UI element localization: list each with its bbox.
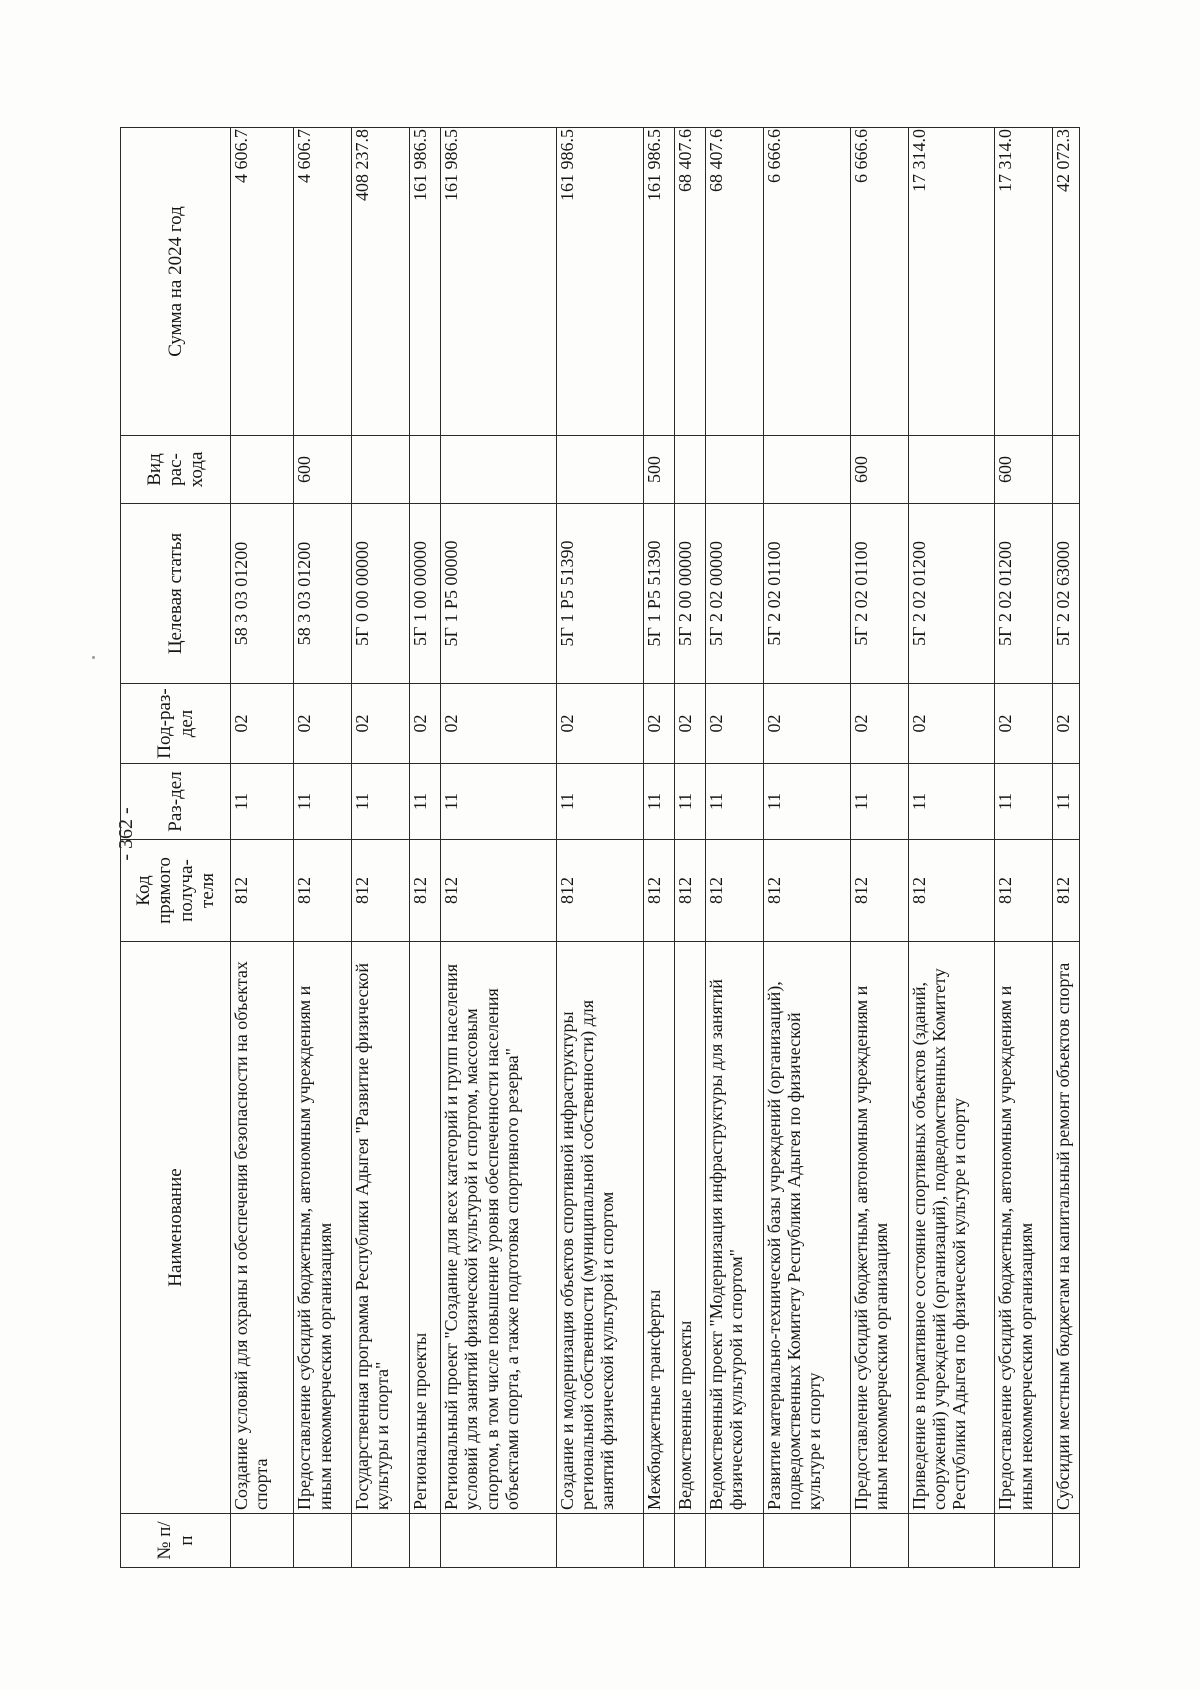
row-code: 812: [995, 840, 1053, 942]
row-section: 11: [995, 764, 1053, 840]
row-name: Приведение в нормативное состояние спортивных объектов (зданий, сооружений) учреждений (организаций), подведомственных Комитету Республики Адыгея по физической культуре и спорту: [908, 942, 995, 1514]
table-row: [850, 128, 908, 1568]
row-sum: 161 986.5: [643, 128, 674, 436]
row-code: 812: [557, 840, 644, 942]
row-subsection: 02: [643, 684, 674, 764]
table-row: [643, 128, 674, 1568]
table-row: [706, 128, 764, 1568]
row-section: 11: [231, 764, 294, 840]
header-expense-type: Вид рас-хода: [121, 436, 231, 504]
table-row: [294, 128, 352, 1568]
row-name: Ведомственные проекты: [674, 942, 705, 1514]
row-subsection: 02: [763, 684, 850, 764]
row-num: [908, 1514, 995, 1568]
row-num: [850, 1514, 908, 1568]
table-row: [674, 128, 705, 1568]
row-sum: 161 986.5: [410, 128, 441, 436]
row-name: Государственная программа Республики Адыгея "Развитие физической культуры и спорта": [352, 942, 410, 1514]
row-subsection: 02: [908, 684, 995, 764]
row-sum: 161 986.5: [557, 128, 644, 436]
row-target: 5Г 1 Р5 51390: [557, 504, 644, 684]
row-subsection: 02: [294, 684, 352, 764]
table-row: [908, 128, 995, 1568]
row-code: 812: [441, 840, 557, 942]
row-num: [1053, 1514, 1080, 1568]
row-name: Ведомственный проект "Модернизация инфраструктуры для занятий физической культурой и спортом": [706, 942, 764, 1514]
row-section: 11: [441, 764, 557, 840]
row-code: 812: [410, 840, 441, 942]
table-row: [410, 128, 441, 1568]
row-section: 11: [1053, 764, 1080, 840]
row-num: [643, 1514, 674, 1568]
row-name: Развитие материально-технической базы учреждений (организаций), подведомственных Комитету Республики Адыгея по физической культуре и спорту: [763, 942, 850, 1514]
row-target: 5Г 1 Р5 51390: [643, 504, 674, 684]
row-expense-type: [231, 436, 294, 504]
row-expense-type: [557, 436, 644, 504]
row-sum: 4 606.7: [294, 128, 352, 436]
row-target: 5Г 2 02 63000: [1053, 504, 1080, 684]
row-subsection: 02: [850, 684, 908, 764]
row-target: 5Г 2 02 01100: [763, 504, 850, 684]
row-section: 11: [908, 764, 995, 840]
row-code: 812: [908, 840, 995, 942]
row-expense-type: [706, 436, 764, 504]
table-row: [1053, 128, 1080, 1568]
row-code: 812: [643, 840, 674, 942]
row-section: 11: [850, 764, 908, 840]
row-code: 812: [294, 840, 352, 942]
row-sum: 6 666.6: [850, 128, 908, 436]
table-row: [995, 128, 1053, 1568]
row-section: 11: [643, 764, 674, 840]
row-num: [410, 1514, 441, 1568]
row-subsection: 02: [674, 684, 705, 764]
table-row: [763, 128, 850, 1568]
row-subsection: 02: [706, 684, 764, 764]
row-target: 5Г 0 00 00000: [352, 504, 410, 684]
row-expense-type: [410, 436, 441, 504]
row-target: 58 3 03 01200: [294, 504, 352, 684]
row-num: [995, 1514, 1053, 1568]
row-name: Региональные проекты: [410, 942, 441, 1514]
row-expense-type: 500: [643, 436, 674, 504]
row-subsection: 02: [441, 684, 557, 764]
row-sum: 161 986.5: [441, 128, 557, 436]
table-body: [231, 128, 1080, 1568]
table-row: [231, 128, 294, 1568]
row-section: 11: [557, 764, 644, 840]
row-target: 5Г 2 02 00000: [706, 504, 764, 684]
row-num: [441, 1514, 557, 1568]
scan-speck: [92, 656, 95, 659]
row-num: [706, 1514, 764, 1568]
header-num: № п/п: [121, 1514, 231, 1568]
row-code: 812: [231, 840, 294, 942]
row-code: 812: [1053, 840, 1080, 942]
row-name: Создание и модернизация объектов спортивной инфраструктуры региональной собственности (муниципальной собственности) для занятий физической культурой и спортом: [557, 942, 644, 1514]
row-target: 5Г 2 02 01200: [908, 504, 995, 684]
row-name: Субсидии местным бюджетам на капитальный ремонт объектов спорта: [1053, 942, 1080, 1514]
row-target: 5Г 1 00 00000: [410, 504, 441, 684]
row-target: 5Г 2 02 01100: [850, 504, 908, 684]
row-sum: 42 072.3: [1053, 128, 1080, 436]
row-subsection: 02: [1053, 684, 1080, 764]
header-code: Код прямого получа-теля: [121, 840, 231, 942]
row-expense-type: 600: [995, 436, 1053, 504]
row-expense-type: [1053, 436, 1080, 504]
budget-table: [120, 127, 1080, 1568]
header-target: Целевая статья: [121, 504, 231, 684]
row-expense-type: 600: [850, 436, 908, 504]
row-num: [557, 1514, 644, 1568]
row-target: 5Г 2 00 00000: [674, 504, 705, 684]
header-row: [121, 128, 231, 1568]
row-sum: 4 606.7: [231, 128, 294, 436]
row-subsection: 02: [995, 684, 1053, 764]
row-target: 5Г 2 02 01200: [995, 504, 1053, 684]
row-code: 812: [850, 840, 908, 942]
row-expense-type: [908, 436, 995, 504]
row-section: 11: [294, 764, 352, 840]
row-expense-type: [441, 436, 557, 504]
row-section: 11: [410, 764, 441, 840]
header-subsection: Под-раз-дел: [121, 684, 231, 764]
row-sum: 6 666.6: [763, 128, 850, 436]
row-name: Предоставление субсидий бюджетным, автономным учреждениям и иным некоммерческим организациям: [995, 942, 1053, 1514]
row-target: 5Г 1 Р5 00000: [441, 504, 557, 684]
table-row: [352, 128, 410, 1568]
row-subsection: 02: [352, 684, 410, 764]
row-num: [294, 1514, 352, 1568]
row-subsection: 02: [557, 684, 644, 764]
row-name: Региональный проект "Создание для всех категорий и групп населения условий для занятий физической культурой и спортом, массовым спортом, в том числе повышение уровня обеспеченности населения объектами спорта, а также подготовка спортивного резерва": [441, 942, 557, 1514]
header-name: Наименование: [121, 942, 231, 1514]
row-sum: 17 314.0: [908, 128, 995, 436]
row-num: [674, 1514, 705, 1568]
row-section: 11: [706, 764, 764, 840]
row-code: 812: [763, 840, 850, 942]
header-section: Раз-дел: [121, 764, 231, 840]
table-row: [441, 128, 557, 1568]
rotated-table-wrapper: [120, 128, 1080, 1568]
row-sum: 408 237.8: [352, 128, 410, 436]
row-expense-type: 600: [294, 436, 352, 504]
row-section: 11: [763, 764, 850, 840]
row-expense-type: [763, 436, 850, 504]
row-sum: 17 314.0: [995, 128, 1053, 436]
row-num: [763, 1514, 850, 1568]
row-name: Создание условий для охраны и обеспечения безопасности на объектах спорта: [231, 942, 294, 1514]
row-target: 58 3 03 01200: [231, 504, 294, 684]
row-subsection: 02: [231, 684, 294, 764]
row-sum: 68 407.6: [706, 128, 764, 436]
row-num: [231, 1514, 294, 1568]
page-number: - 362 -: [115, 807, 137, 861]
row-sum: 68 407.6: [674, 128, 705, 436]
row-name: Предоставление субсидий бюджетным, автономным учреждениям и иным некоммерческим организациям: [294, 942, 352, 1514]
row-section: 11: [674, 764, 705, 840]
row-name: Предоставление субсидий бюджетным, автономным учреждениям и иным некоммерческим организациям: [850, 942, 908, 1514]
row-expense-type: [674, 436, 705, 504]
row-code: 812: [706, 840, 764, 942]
row-code: 812: [352, 840, 410, 942]
row-subsection: 02: [410, 684, 441, 764]
table-row: [557, 128, 644, 1568]
row-section: 11: [352, 764, 410, 840]
header-sum: Сумма на 2024 год: [121, 128, 231, 436]
row-expense-type: [352, 436, 410, 504]
row-num: [352, 1514, 410, 1568]
row-name: Межбюджетные трансферты: [643, 942, 674, 1514]
row-code: 812: [674, 840, 705, 942]
